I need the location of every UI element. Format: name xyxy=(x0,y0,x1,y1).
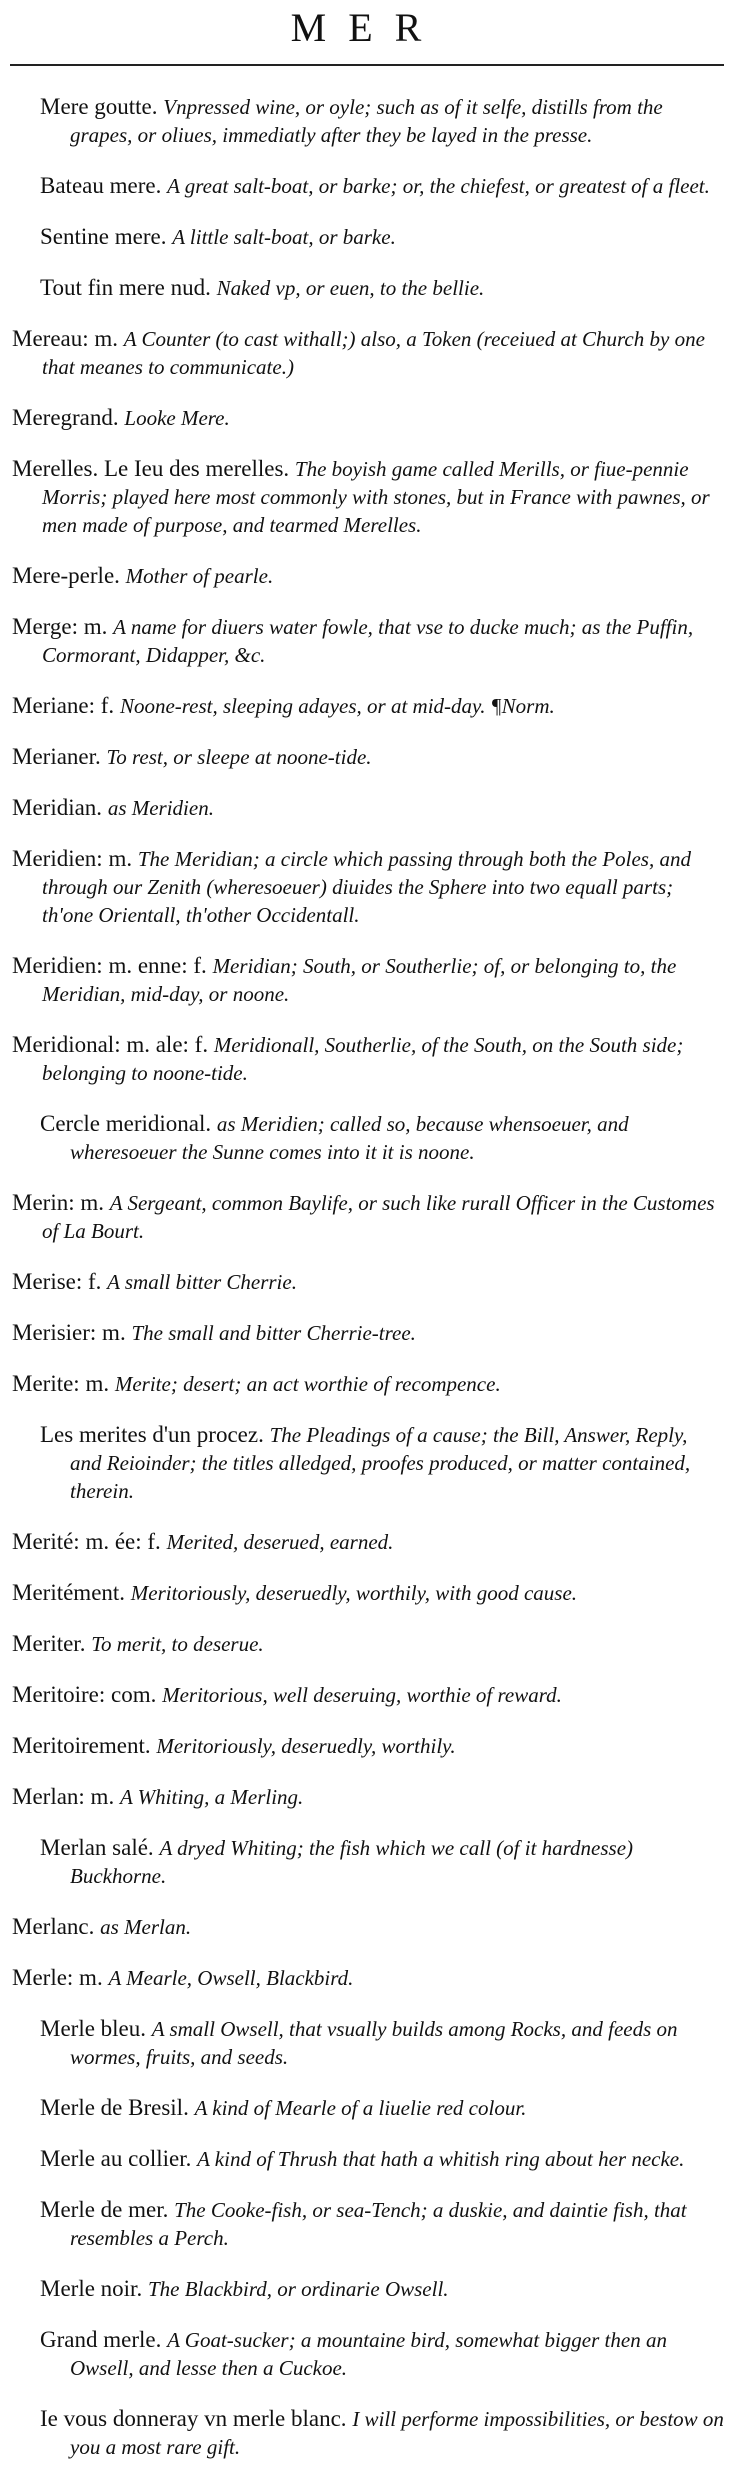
dictionary-entry xyxy=(12,172,724,200)
dictionary-entry xyxy=(12,794,724,822)
dictionary-entry xyxy=(12,274,724,302)
entry-definition: Looke Mere. xyxy=(124,406,230,430)
entry-definition: A small Owsell, that vsually builds among Rocks, and feeds on wormes, fruits, and seeds. xyxy=(70,2017,678,2069)
entry-headword: Meridien: m. enne: f. xyxy=(12,953,207,978)
entry-headword: Mere-perle. xyxy=(12,563,120,588)
entry-definition: Vnpressed wine, or oyle; such as of it selfe, distills from the grapes, or oliues, immediatly after they be layed in the presse. xyxy=(70,95,663,147)
dictionary-entry xyxy=(12,2094,724,2122)
entry-definition: as Meridien. xyxy=(107,796,214,820)
entry-definition: The boyish game called Merills, or fiue-pennie Morris; played here most commonly with stones, but in France with pawnes, or men made of purpose, and tearmed Merelles. xyxy=(42,457,710,537)
dictionary-entry xyxy=(12,404,724,432)
dictionary-entry xyxy=(12,2015,724,2071)
entry-definition: A Sergeant, common Baylife, or such like rurall Officer in the Customes of La Bourt. xyxy=(42,1191,715,1243)
dictionary-entry xyxy=(12,1319,724,1347)
dictionary-entry xyxy=(12,952,724,1008)
entry-definition: Merited, deserued, earned. xyxy=(166,1530,394,1554)
entry-definition: A little salt-boat, or barke. xyxy=(172,225,396,249)
dictionary-entry xyxy=(12,93,724,149)
entry-headword: Merlanc. xyxy=(12,1914,95,1939)
entry-definition: A Goat-sucker; a mountaine bird, somewhat bigger then an Owsell, and lesse then a Cuckoe. xyxy=(70,2328,667,2380)
dictionary-entry xyxy=(12,1630,724,1658)
entry-headword: Merle de mer. xyxy=(40,2197,169,2222)
dictionary-entry xyxy=(12,2326,724,2382)
dictionary-entry xyxy=(12,1268,724,1296)
entry-definition: Meritorious, well deseruing, worthie of reward. xyxy=(162,1683,562,1707)
entry-definition: A Whiting, a Merling. xyxy=(119,1785,304,1809)
entries-list xyxy=(12,70,724,2468)
entry-definition: Noone-rest, sleeping adayes, or at mid-day. ¶Norm. xyxy=(119,694,555,718)
entry-definition: To merit, to deserue. xyxy=(91,1632,264,1656)
entry-definition: The Pleadings of a cause; the Bill, Answer, Reply, and Reioinder; the titles alledged, proofes produced, or matter contained, therein. xyxy=(70,1423,691,1503)
entry-definition: A name for diuers water fowle, that vse to ducke much; as the Puffin, Cormorant, Didapper, &c. xyxy=(42,615,694,667)
dictionary-entry xyxy=(12,845,724,929)
entry-definition: The Cooke-fish, or sea-Tench; a duskie, and daintie fish, that resembles a Perch. xyxy=(70,2198,687,2250)
entry-definition: The small and bitter Cherrie-tree. xyxy=(131,1321,416,1345)
entry-headword: Merle noir. xyxy=(40,2276,143,2301)
dictionary-entry xyxy=(12,223,724,251)
dictionary-entry xyxy=(12,1834,724,1890)
entry-definition: A Counter (to cast withall;) also, a Token (receiued at Church by one that meanes to communicate.) xyxy=(42,327,705,379)
entry-headword: Merlan: m. xyxy=(12,1784,115,1809)
entry-headword: Merge: m. xyxy=(12,614,108,639)
dictionary-entry xyxy=(12,1370,724,1398)
entry-headword: Merelles. Le Ieu des merelles. xyxy=(12,456,290,481)
entry-headword: Merlan salé. xyxy=(40,1835,154,1860)
entry-definition: Meritoriously, deseruedly, worthily. xyxy=(156,1734,456,1758)
dictionary-entry xyxy=(12,1732,724,1760)
entry-headword: Merle de Bresil. xyxy=(40,2095,189,2120)
entry-headword: Merianer. xyxy=(12,744,101,769)
entry-headword: Merisier: m. xyxy=(12,1320,126,1345)
entry-definition: A small bitter Cherrie. xyxy=(107,1270,297,1294)
dictionary-entry xyxy=(12,743,724,771)
entry-definition: Mother of pearle. xyxy=(125,564,274,588)
dictionary-entry xyxy=(12,1421,724,1505)
dictionary-entry xyxy=(12,1189,724,1245)
entry-headword: Merle: m. xyxy=(12,1965,103,1990)
entry-headword: Mere goutte. xyxy=(40,94,158,119)
page-header xyxy=(0,0,734,62)
entry-definition: A dryed Whiting; the fish which we call (of it hardnesse) Buckhorne. xyxy=(70,1836,634,1888)
dictionary-entry xyxy=(12,2145,724,2173)
dictionary-entry xyxy=(12,1913,724,1941)
entry-definition: A great salt-boat, or barke; or, the chiefest, or greatest of a fleet. xyxy=(167,174,710,198)
entry-definition: Merite; desert; an act worthie of recompence. xyxy=(114,1372,501,1396)
entry-headword: Tout fin mere nud. xyxy=(40,275,211,300)
entry-headword: Merin: m. xyxy=(12,1190,104,1215)
entry-headword: Merité: m. ée: f. xyxy=(12,1529,161,1554)
entry-headword: Meritoirement. xyxy=(12,1733,151,1758)
entry-headword: Meridien: m. xyxy=(12,846,133,871)
dictionary-entry xyxy=(12,325,724,381)
entry-headword: Merle bleu. xyxy=(40,2016,147,2041)
dictionary-entry xyxy=(12,613,724,669)
entry-definition: A Mearle, Owsell, Blackbird. xyxy=(108,1966,354,1990)
entry-headword: Merite: m. xyxy=(12,1371,110,1396)
entry-definition: as Merlan. xyxy=(100,1915,192,1939)
entry-headword: Meridian. xyxy=(12,795,103,820)
dictionary-entry xyxy=(12,692,724,720)
dictionary-entry xyxy=(12,1579,724,1607)
dictionary-entry xyxy=(12,2275,724,2303)
entry-headword: Ie vous donneray vn merle blanc. xyxy=(40,2406,347,2431)
entry-headword: Bateau mere. xyxy=(40,173,162,198)
dictionary-entry xyxy=(12,2405,724,2461)
entry-definition: The Blackbird, or ordinarie Owsell. xyxy=(147,2277,449,2301)
entry-headword: Meregrand. xyxy=(12,405,119,430)
dictionary-entry xyxy=(12,1110,724,1166)
dictionary-entry xyxy=(12,1528,724,1556)
entry-headword: Les merites d'un procez. xyxy=(40,1422,264,1447)
dictionary-entry xyxy=(12,1964,724,1992)
entry-definition: The Meridian; a circle which passing through both the Poles, and through our Zenith (wheresoeuer) diuides the Sphere into two equall parts; th'one Orientall, th'other Occidentall. xyxy=(42,847,691,927)
entry-definition: Meridian; South, or Southerlie; of, or belonging to, the Meridian, mid-day, or noone. xyxy=(42,954,677,1006)
page-title: MER xyxy=(290,5,444,50)
entry-definition: I will performe impossibilities, or bestow on you a most rare gift. xyxy=(70,2407,724,2459)
entry-headword: Grand merle. xyxy=(40,2327,162,2352)
entry-headword: Meridional: m. ale: f. xyxy=(12,1032,209,1057)
entry-definition: Meridionall, Southerlie, of the South, on the South side; belonging to noone-tide. xyxy=(42,1033,684,1085)
dictionary-entry xyxy=(12,1783,724,1811)
dictionary-entry xyxy=(12,562,724,590)
entry-headword: Meriane: f. xyxy=(12,693,115,718)
dictionary-entry xyxy=(12,2196,724,2252)
entry-headword: Meritément. xyxy=(12,1580,126,1605)
header-rule xyxy=(10,64,724,66)
entry-headword: Mereau: m. xyxy=(12,326,119,351)
entry-definition: Meritoriously, deseruedly, worthily, with good cause. xyxy=(130,1581,578,1605)
entry-headword: Meritoire: com. xyxy=(12,1682,157,1707)
entry-definition: Naked vp, or euen, to the bellie. xyxy=(216,276,485,300)
entry-headword: Meriter. xyxy=(12,1631,86,1656)
entry-definition: A kind of Mearle of a liuelie red colour. xyxy=(194,2096,527,2120)
dictionary-entry xyxy=(12,1681,724,1709)
dictionary-entry xyxy=(12,1031,724,1087)
entry-headword: Cercle meridional. xyxy=(40,1111,212,1136)
entry-definition: A kind of Thrush that hath a whitish ring about her necke. xyxy=(197,2147,685,2171)
entry-headword: Sentine mere. xyxy=(40,224,167,249)
entry-headword: Merise: f. xyxy=(12,1269,102,1294)
entry-definition: To rest, or sleepe at noone-tide. xyxy=(106,745,372,769)
dictionary-entry xyxy=(12,455,724,539)
entry-headword: Merle au collier. xyxy=(40,2146,192,2171)
entry-definition: as Meridien; called so, because whensoeuer, and wheresoeuer the Sunne comes into it it is noone. xyxy=(70,1112,629,1164)
